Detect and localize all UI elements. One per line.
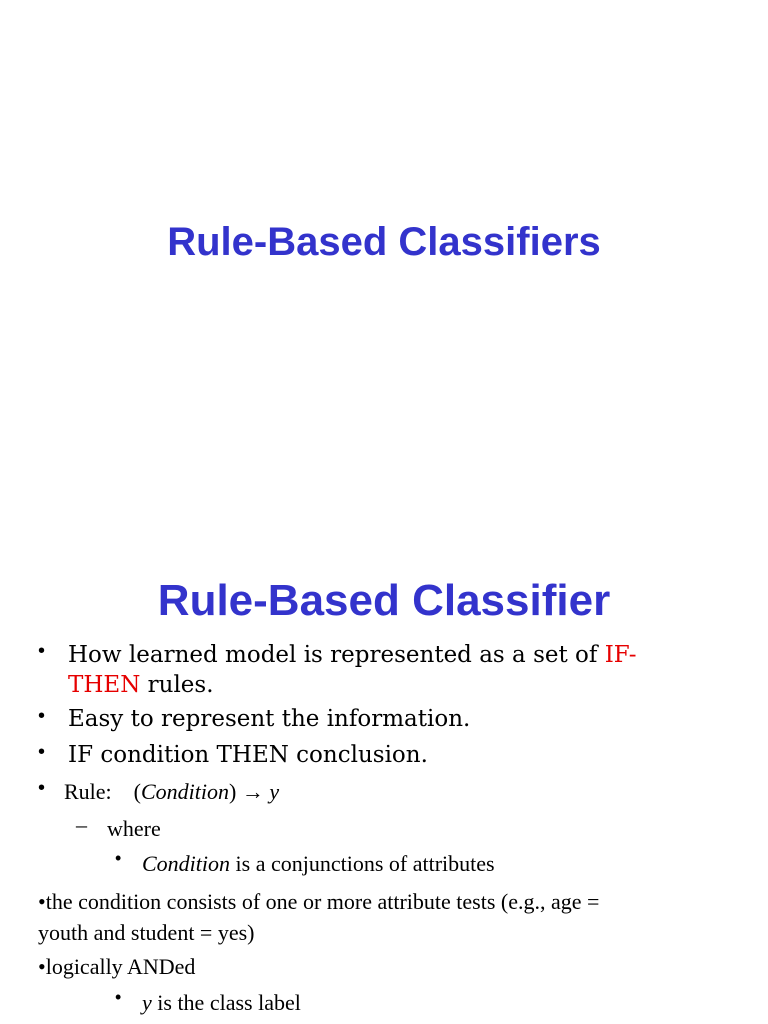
para-2-text: logically ANDed — [45, 954, 196, 979]
sub-where: where — [107, 816, 161, 841]
bullet-marker: • — [38, 741, 46, 763]
bullet-marker: • — [38, 777, 46, 799]
sub-class-label — [142, 989, 301, 1017]
bullet-1-text — [68, 640, 728, 700]
bullet-1-suffix: rules. — [140, 672, 214, 698]
para-1-line-1: the condition consists of one or more attribute tests (e.g., age = — [45, 889, 600, 914]
condition-desc: is a conjunctions of attributes — [230, 851, 495, 876]
para-condition-tests — [38, 886, 738, 948]
bullet-1-prefix: How learned model is represented as a set of — [68, 642, 605, 668]
bullet-marker: • — [115, 848, 122, 868]
sub-condition — [142, 850, 495, 878]
condition-term: Condition — [142, 851, 231, 876]
bullet-4-rule — [64, 778, 279, 806]
y-term: y — [142, 990, 152, 1015]
para-bullet: • — [38, 954, 46, 979]
bullet-1-if: IF- — [604, 642, 637, 668]
para-1-line-2: youth and student = yes) — [38, 920, 255, 945]
rule-condition: Condition — [141, 779, 230, 804]
slide1-title: Rule-Based Classifiers — [167, 220, 601, 264]
bullet-3-text: IF condition THEN conclusion. — [68, 742, 428, 768]
dash-marker: – — [76, 812, 87, 837]
para-bullet: • — [38, 889, 46, 914]
rule-open-paren: ( — [133, 779, 141, 804]
class-label-desc: is the class label — [151, 990, 301, 1015]
para-anded — [38, 953, 195, 981]
bullet-marker: • — [38, 705, 46, 727]
bullet-1-then: THEN — [68, 672, 141, 698]
rule-close-paren: ) — [229, 779, 237, 804]
bullet-2-text: Easy to represent the information. — [68, 706, 471, 732]
rule-label: Rule: — [64, 779, 112, 804]
rule-y: y — [269, 779, 280, 804]
slide2-title: Rule-Based Classifier — [157, 576, 611, 625]
arrow-symbol: → — [241, 779, 264, 804]
bullet-marker: • — [115, 987, 122, 1007]
bullet-marker: • — [38, 640, 46, 662]
